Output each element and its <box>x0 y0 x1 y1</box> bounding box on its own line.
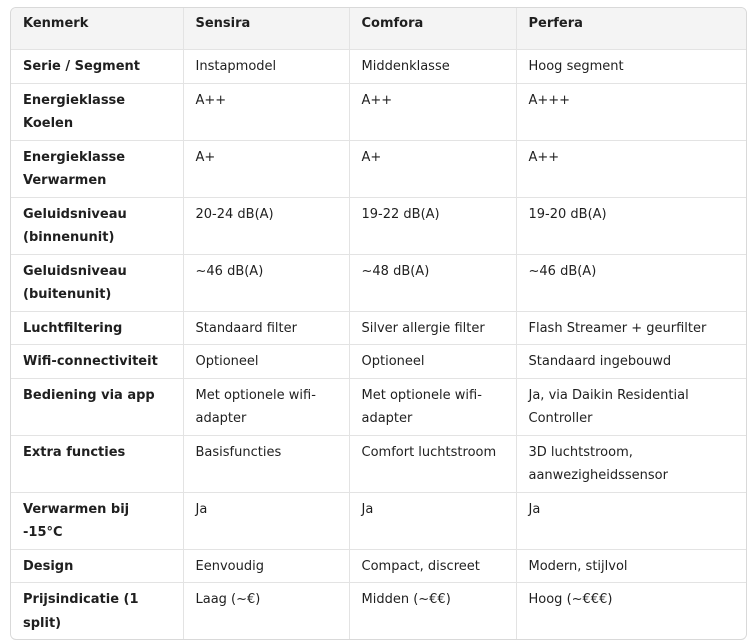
cell-sensira: Laag (~€) <box>183 583 349 640</box>
cell-comfora: A++ <box>349 83 516 140</box>
table-row <box>11 378 746 435</box>
cell-sensira: Instapmodel <box>183 50 349 84</box>
cell-sensira: Met optionele wifi-adapter <box>183 378 349 435</box>
cell-perfera: A+++ <box>516 83 746 140</box>
cell-feature: Bediening via app <box>11 378 183 435</box>
cell-feature: Prijsindicatie (1 split) <box>11 583 183 640</box>
cell-perfera: Hoog segment <box>516 50 746 84</box>
cell-comfora: Ja <box>349 492 516 549</box>
table-row <box>11 345 746 379</box>
cell-comfora: Comfort luchtstroom <box>349 435 516 492</box>
cell-perfera: A++ <box>516 140 746 197</box>
table-row <box>11 549 746 583</box>
cell-perfera: Modern, stijlvol <box>516 549 746 583</box>
cell-sensira: Optioneel <box>183 345 349 379</box>
cell-comfora: 19-22 dB(A) <box>349 197 516 254</box>
cell-perfera: Hoog (~€€€) <box>528 592 613 607</box>
cell-comfora: Midden (~€€) <box>349 583 516 640</box>
table-row <box>11 50 746 84</box>
cell-comfora: Silver allergie filter <box>349 311 516 345</box>
cell-feature: Wifi-connectiviteit <box>11 345 183 379</box>
cell-perfera: Standaard ingebouwd <box>516 345 746 379</box>
table-row <box>11 140 746 197</box>
table-row <box>11 435 746 492</box>
comparison-table <box>11 8 746 639</box>
cell-feature: Energieklasse Koelen <box>11 83 183 140</box>
cell-sensira: Standaard filter <box>183 311 349 345</box>
cell-comfora: A+ <box>349 140 516 197</box>
table-header-row <box>11 8 746 50</box>
cell-sensira: Eenvoudig <box>183 549 349 583</box>
table-row <box>11 197 746 254</box>
cell-sensira: A+ <box>183 140 349 197</box>
cell-comfora: ~48 dB(A) <box>349 254 516 311</box>
cell-feature: Verwarmen bij -15°C <box>11 492 183 549</box>
cell-sensira: Basisfuncties <box>183 435 349 492</box>
header-cell-perfera: Perfera <box>516 8 746 50</box>
cell-comfora: Middenklasse <box>349 50 516 84</box>
comparison-table-container <box>10 7 747 640</box>
cell-perfera: 3D luchtstroom, aanwezigheidssensor <box>516 435 746 492</box>
table-row <box>11 583 746 640</box>
cell-sensira: ~46 dB(A) <box>183 254 349 311</box>
cell-sensira: 20-24 dB(A) <box>183 197 349 254</box>
cell-feature: Design <box>11 549 183 583</box>
cell-perfera: ~46 dB(A) <box>516 254 746 311</box>
cell-feature: Extra functies <box>11 435 183 492</box>
cell-comfora: Optioneel <box>349 345 516 379</box>
table-row <box>11 254 746 311</box>
cell-perfera: Flash Streamer + geurfilter <box>516 311 746 345</box>
header-cell-comfora: Comfora <box>349 8 516 50</box>
table-row <box>11 311 746 345</box>
header-cell-feature: Kenmerk <box>11 8 183 50</box>
cell-sensira: Ja <box>183 492 349 549</box>
table-row <box>11 83 746 140</box>
cell-feature: Luchtfiltering <box>11 311 183 345</box>
table-row <box>11 492 746 549</box>
cell-feature: Serie / Segment <box>11 50 183 84</box>
cell-comfora: Met optionele wifi-adapter <box>349 378 516 435</box>
cell-perfera: Ja, via Daikin Residential Controller <box>516 378 746 435</box>
cell-comfora: Compact, discreet <box>349 549 516 583</box>
header-cell-sensira: Sensira <box>183 8 349 50</box>
cell-feature: Geluidsniveau (buitenunit) <box>11 254 183 311</box>
cell-feature: Energieklasse Verwarmen <box>11 140 183 197</box>
cell-feature: Geluidsniveau (binnenunit) <box>11 197 183 254</box>
cell-sensira: A++ <box>183 83 349 140</box>
cell-perfera: Ja <box>516 492 746 549</box>
cell-perfera: 19-20 dB(A) <box>516 197 746 254</box>
